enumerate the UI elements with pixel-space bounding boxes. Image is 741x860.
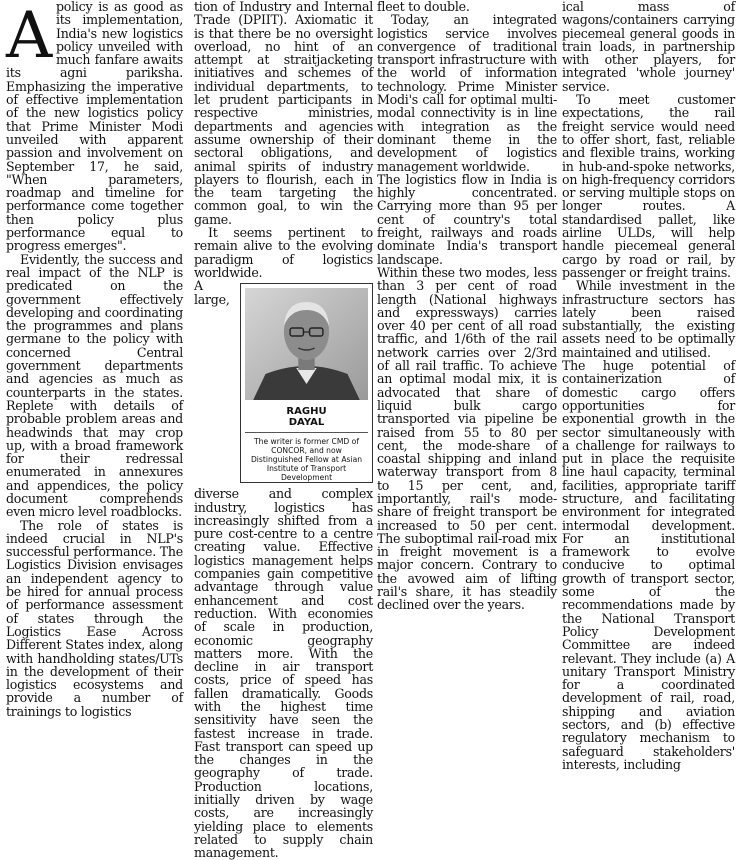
article-paragraph: Evidently, the success and real impact of the NLP is predicated on the government effectively developing and coordinating the programmes and plans germane to the policy with concerned Central government departments and agencies as much as counterparts in the states. Replete with details of probable problem areas and headwinds that may crop up, with a broad framework for their redressal enumerated in annexures and appendices, the policy document comprehends even micro level roadblocks. xyxy=(6,251,183,520)
author-photo xyxy=(245,288,368,400)
article-paragraph: The logistics flow in India is highly concentrated. Carrying more than 95 per cent of country's total freight, railways and roads dominate India's transport landscape. xyxy=(377,171,557,267)
paragraph-text: policy is as good as its implementation, India's new logistics policy unveiled with much fanfare awaits its agni pariksha. Emphasizing the imperative of effective implementation of the new logistics policy that Prime Minister Modi unveiled with apparent passion and involvement on September 17, he said, "When parameters, roadmap and timeline for performance come together then policy plus performance equal to progress emerges". xyxy=(6,0,183,254)
author-name-line: RAGHU xyxy=(286,406,327,418)
article-paragraph: The huge potential of containerization of domestic cargo offers opportunities for exponential growth in the sector simultaneously with a challenge for railways to put in place the requisite line haul capacity, terminal facilities, appropriate tariff structure, and facilitating environment for integrated intermodal development. For an institutional framework to evolve conducive to optimal growth of transport sector, some of the recommendations made by the National Transport Policy Development Committee are indeed relevant. They include (a) A unitary Transport Ministry for a coordinated development of rail, road, shipping and aviation sectors, and (b) effective regulatory mechanism to safeguard stakeholders' interests, including xyxy=(562,358,735,772)
article-paragraph: fleet to double. xyxy=(377,0,470,14)
article-column-1 xyxy=(6,0,183,719)
article-paragraph: tion of Industry and Internal Trade (DPIIT). Axiomatic it is that there be no oversight overload, no hint of an attempt at straitjacketing initiatives and schemes of individual departments, to let prudent participants in respective ministries, departments and agencies assume ownership of their sectoral obligations, and animal spirits of industry players to flourish, each in the team targeting the common goal, to win the game. xyxy=(194,0,373,227)
article-column-4 xyxy=(562,0,735,772)
author-bio: The writer is former CMD of CONCOR, and now Distinguished Fellow at Asian Institute of Transport Development xyxy=(250,437,363,483)
article-paragraph: ical mass of wagons/containers carrying piecemeal general goods in train loads, in partnership with other players, for integrated 'whole journey' service. xyxy=(562,0,735,94)
article-paragraph: The role of states is indeed crucial in NLP's successful performance. The Logistics Division envisages an independent agency to be hired for annual process of performance assessment of states through the Logistics Ease Across Different States index, along with handholding states/UTs in the development of their logistics ecosystems and provide a number of trainings to logistics xyxy=(6,517,183,719)
article-column-2 xyxy=(194,0,373,860)
author-name xyxy=(245,406,368,428)
article-paragraph xyxy=(6,0,183,253)
divider xyxy=(245,432,368,433)
article-column-3 xyxy=(377,0,557,613)
article-paragraph: While investment in the infrastructure sectors has lately been raised substantially, the existing assets need to be optimally maintained and utilised. xyxy=(562,278,735,360)
article-paragraph: Within these two modes, less than 3 per cent of road length (National highways and expressways) carries over 40 per cent of all road traffic, and 1/6th of the rail network carries over 2/3rd of all rail traffic. To achieve an optimal modal mix, it is advocated that share of liquid bulk cargo transported via pipeline be raised from 55 to 80 per cent, the mode-share of coastal shipping and inland waterway transport from 8 to 15 per cent, and, importantly, rail's mode-share of freight transport be increased to 50 per cent. The suboptimal rail-road mix in freight movement is a major concern. Contrary to the avowed aim of lifting rail's share, it has steadily declined over the years. xyxy=(377,264,557,613)
author-name-line: DAYAL xyxy=(288,417,325,429)
article-paragraph: A large, diverse and complex industry, logistics has increasingly shifted from a pure cost-centre to a centre creating value. Effective logistics management helps companies gain competitive advantage through value enhancement and cost reduction. With economies of scale in production, economic geography matters more. With the decline in air transport costs, price of speed has fallen dramatically. Goods with the highest time sensitivity have seen the fastest increase in trade. Fast transport can speed up the changes in the geography of trade. Production locations, initially driven by wage costs, are increasingly yielding place to elements related to supply chain management. xyxy=(194,278,373,860)
author-box xyxy=(240,283,373,483)
article-paragraph: Today, an integrated logistics service involves convergence of traditional transport infrastructure with the world of information technology. Prime Minister Modi's call for optimal multi-modal connectivity is in line with integration as the dominant theme in the development of logistics management worldwide. xyxy=(377,12,557,174)
drop-cap: A xyxy=(6,0,52,73)
article-paragraph: It seems pertinent to remain alive to the evolving paradigm of logistics worldwide. xyxy=(194,225,373,280)
article-paragraph: To meet customer expectations, the rail freight service would need to offer short, fast, reliable and flexible trains, working in hub-and-spoke networks, on high-frequency corridors or serving multiple stops on longer routes. A standardised pallet, like airline ULDs, will help handle piecemeal general cargo by road or rail, by passenger or freight trains. xyxy=(562,92,735,280)
